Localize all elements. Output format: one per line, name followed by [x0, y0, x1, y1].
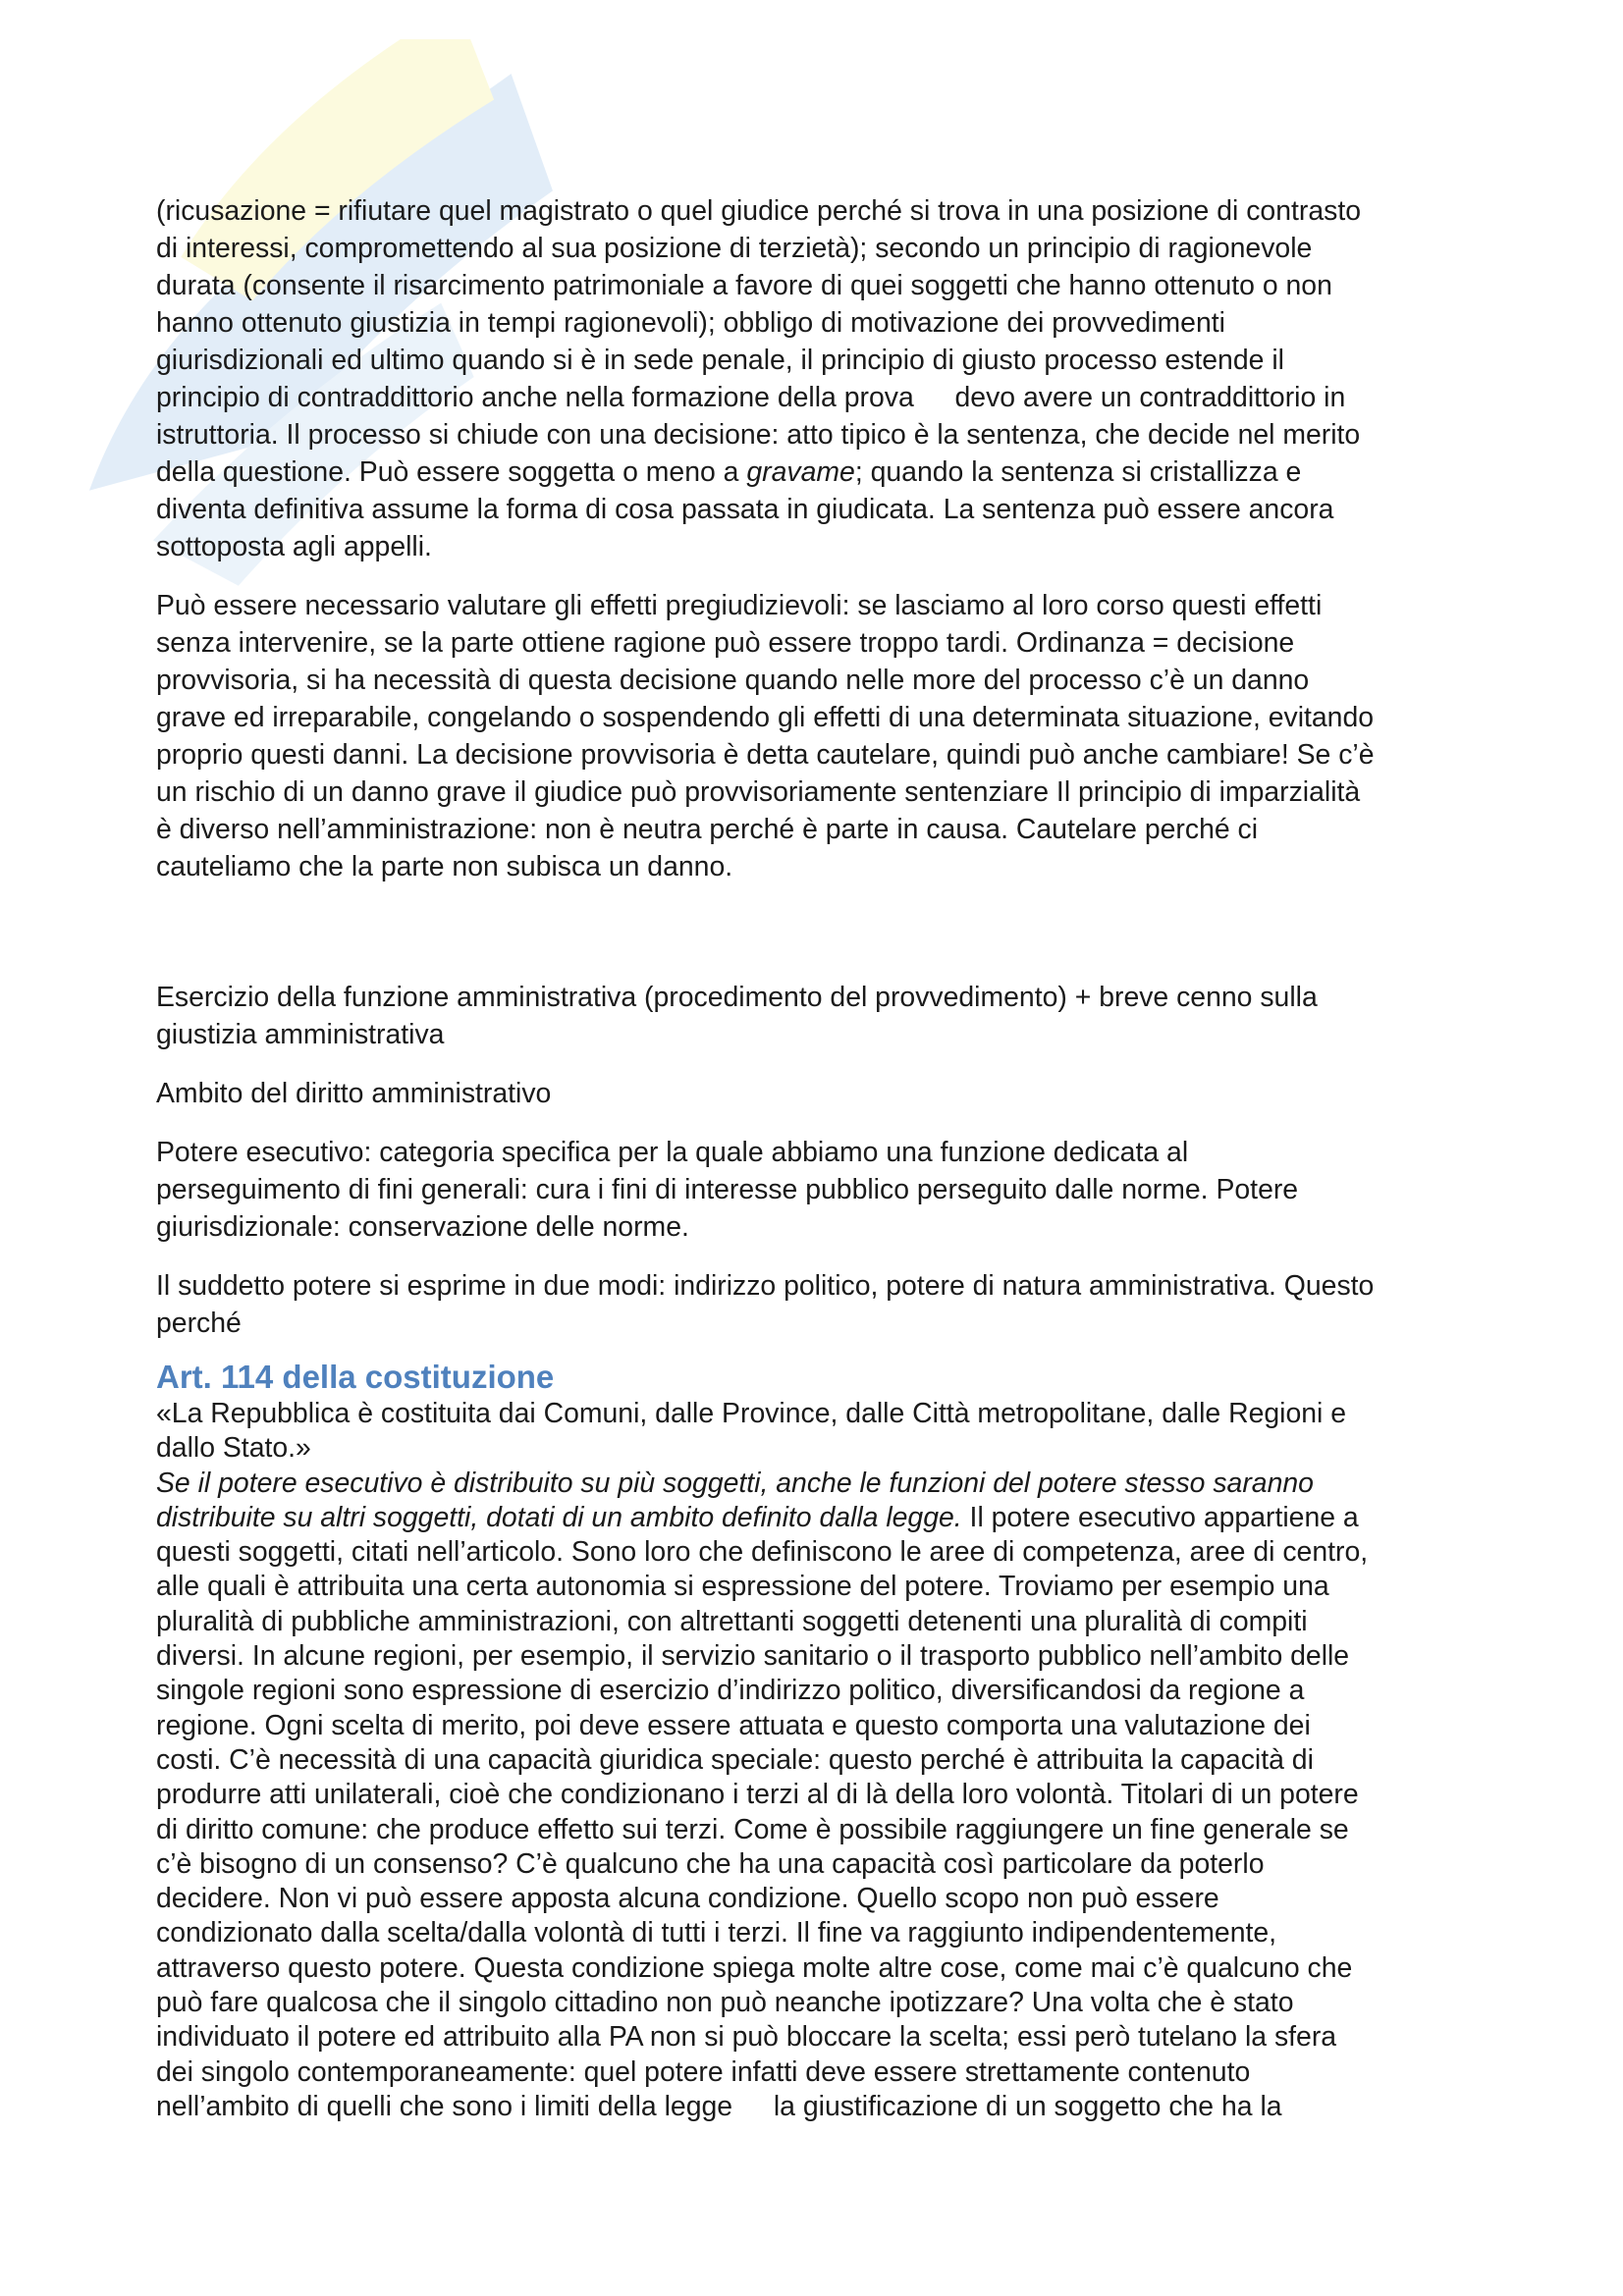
- italic-text: Se il potere esecutivo è distribuito su più soggetti, anche le funzioni del potere stesso saranno: [156, 1467, 1314, 1499]
- text-line: [156, 1501, 1482, 1535]
- text-line: condizionato dalla scelta/dalla volontà di tutti i terzi. Il fine va raggiunto indipendentemente,: [156, 1917, 1277, 1949]
- text-segment: nell’ambito di quelli che sono i limiti della legge: [156, 2090, 740, 2122]
- paragraph-1: [156, 192, 1482, 565]
- text-line: durata (consente il risarcimento patrimoniale a favore di quei soggetti che hanno ottenuto o non: [156, 270, 1332, 301]
- text-line: dei singolo contemporaneamente: quel potere infatti deve essere strettamente contenuto: [156, 2056, 1251, 2088]
- text-line: sottoposta agli appelli.: [156, 531, 432, 562]
- text-line: giurisdizionali ed ultimo quando si è in sede penale, il principio di giusto processo estende il: [156, 345, 1284, 376]
- document-body: [156, 192, 1482, 2124]
- text-line: hanno ottenuto giustizia in tempi ragionevoli); obbligo di motivazione dei provvedimenti: [156, 307, 1225, 339]
- text-segment: devo avere un contraddittorio in: [947, 382, 1346, 413]
- section-gap: [156, 941, 1482, 979]
- text-line: giustizia amministrativa: [156, 1019, 445, 1050]
- text-line: (ricusazione = rifiutare quel magistrato o quel giudice perché si trova in una posizione di contrasto: [156, 195, 1361, 227]
- text-line: cauteliamo che la parte non subisca un danno.: [156, 851, 733, 882]
- text-segment: principio di contraddittorio anche nella formazione della prova: [156, 382, 922, 413]
- text-line: Il suddetto potere si esprime in due modi: indirizzo politico, potere di natura amministrativa. Questo: [156, 1270, 1375, 1302]
- text-line: c’è bisogno di un consenso? C’è qualcuno che ha una capacità così particolare da poterlo: [156, 1847, 1265, 1880]
- text-line: produrre atti unilaterali, cioè che condizionano i terzi al di là della loro volontà. Titolari di un potere: [156, 1779, 1359, 1811]
- quote-line: dallo Stato.»: [156, 1432, 311, 1465]
- text-line: senza intervenire, se la parte ottiene ragione può essere troppo tardi. Ordinanza = decisione: [156, 627, 1295, 659]
- text-line: giurisdizionale: conservazione delle norme.: [156, 1211, 689, 1243]
- section-heading: Art. 114 della costituzione: [156, 1359, 555, 1395]
- text-line: costi. C’è necessità di una capacità giuridica speciale: questo perché è attribuita la capacità di: [156, 1743, 1314, 1776]
- text-line: regione. Ogni scelta di merito, poi deve essere attuata e questo comporta una valutazione dei: [156, 1709, 1311, 1741]
- italic-text: distribuite su altri soggetti, dotati di un ambito definito dalla legge.: [156, 1501, 962, 1533]
- text-line: Ambito del diritto amministrativo: [156, 1078, 552, 1109]
- paragraph-5: [156, 1134, 1482, 1246]
- text-line: diversi. In alcune regioni, per esempio, il servizio sanitario o il trasporto pubblico nell’ambito delle: [156, 1640, 1350, 1673]
- text-line: pluralità di pubbliche amministrazioni, con altrettanti soggetti detenenti una pluralità di compiti: [156, 1605, 1308, 1637]
- text-line: grave ed irreparabile, congelando o sospendendo gli effetti di una determinata situazione, evitando: [156, 702, 1375, 733]
- text-line: istruttoria. Il processo si chiude con una decisione: atto tipico è la sentenza, che decide nel merito: [156, 419, 1361, 451]
- text-line: Può essere necessario valutare gli effetti pregiudizievoli: se lasciamo al loro corso questi effetti: [156, 590, 1323, 621]
- text-segment: ; quando la sentenza si cristallizza e: [854, 456, 1302, 488]
- paragraph-section-title: [156, 979, 1482, 1053]
- section-gap: [156, 885, 1482, 941]
- text-line: alle quali è attribuita una certa autonomia si espressione del potere. Troviamo per esempio una: [156, 1571, 1329, 1603]
- text-line: questi soggetti, citati nell’articolo. Sono loro che definiscono le aree di competenza, aree di centro,: [156, 1536, 1369, 1569]
- text-line: perseguimento di fini generali: cura i fini di interesse pubblico perseguito dalle norme. Potere: [156, 1174, 1299, 1205]
- text-line: Esercizio della funzione amministrativa (procedimento del provvedimento) + breve cenno sulla: [156, 982, 1318, 1013]
- text-line: un rischio di un danno grave il giudice può provvisoriamente sentenziare Il principio di imparzialità: [156, 776, 1361, 808]
- text-line: è diverso nell’amministrazione: non è neutra perché è parte in causa. Cautelare perché ci: [156, 814, 1259, 845]
- text-segment: la giustificazione di un soggetto che ha la: [765, 2090, 1282, 2122]
- text-line: diventa definitiva assume la forma di cosa passata in giudicata. La sentenza può essere ancora: [156, 494, 1334, 525]
- text-line: attraverso questo potere. Questa condizione spiega molte altre cose, come mai c’è qualcuno che: [156, 1951, 1353, 1984]
- text-line: proprio questi danni. La decisione provvisoria è detta cautelare, quindi può anche cambiare! Se c’è: [156, 739, 1375, 771]
- text-line: perché: [156, 1308, 242, 1339]
- text-line: Potere esecutivo: categoria specifica per la quale abbiamo una funzione dedicata al: [156, 1137, 1189, 1168]
- text-line: singole regioni sono espressione di esercizio d’indirizzo politico, diversificandosi da regione a: [156, 1675, 1305, 1707]
- paragraph-7: [156, 1397, 1482, 2124]
- italic-term: gravame: [746, 456, 855, 488]
- paragraph-subtitle: [156, 1075, 1482, 1112]
- quote-line: «La Repubblica è costituita dai Comuni, dalle Province, dalle Città metropolitane, dalle Regioni e: [156, 1398, 1347, 1429]
- text-line: [156, 454, 1482, 491]
- text-line: può fare qualcosa che il singolo cittadino non può neanche ipotizzare? Una volta che è stato: [156, 1987, 1294, 2019]
- text-segment: Il potere esecutivo appartiene a: [961, 1501, 1359, 1533]
- text-line: di interessi, compromettendo al sua posizione di terzietà); secondo un principio di ragionevole: [156, 233, 1313, 264]
- text-line: individuato il potere ed attribuito alla PA non si può bloccare la scelta; essi però tutelano la sfera: [156, 2021, 1337, 2054]
- text-line: [156, 2090, 1482, 2124]
- text-line: di diritto comune: che produce effetto sui terzi. Come è possibile raggiungere un fine generale se: [156, 1813, 1349, 1845]
- paragraph-2: [156, 587, 1482, 885]
- text-line: decidere. Non vi può essere apposta alcuna condizione. Quello scopo non può essere: [156, 1883, 1219, 1915]
- text-line: provvisoria, si ha necessità di questa decisione quando nelle more del processo c’è un danno: [156, 665, 1310, 696]
- italic-line: [156, 1467, 1482, 1501]
- text-segment: della questione. Può essere soggetta o meno a: [156, 456, 747, 488]
- text-line: [156, 379, 1482, 416]
- paragraph-6: [156, 1267, 1482, 1342]
